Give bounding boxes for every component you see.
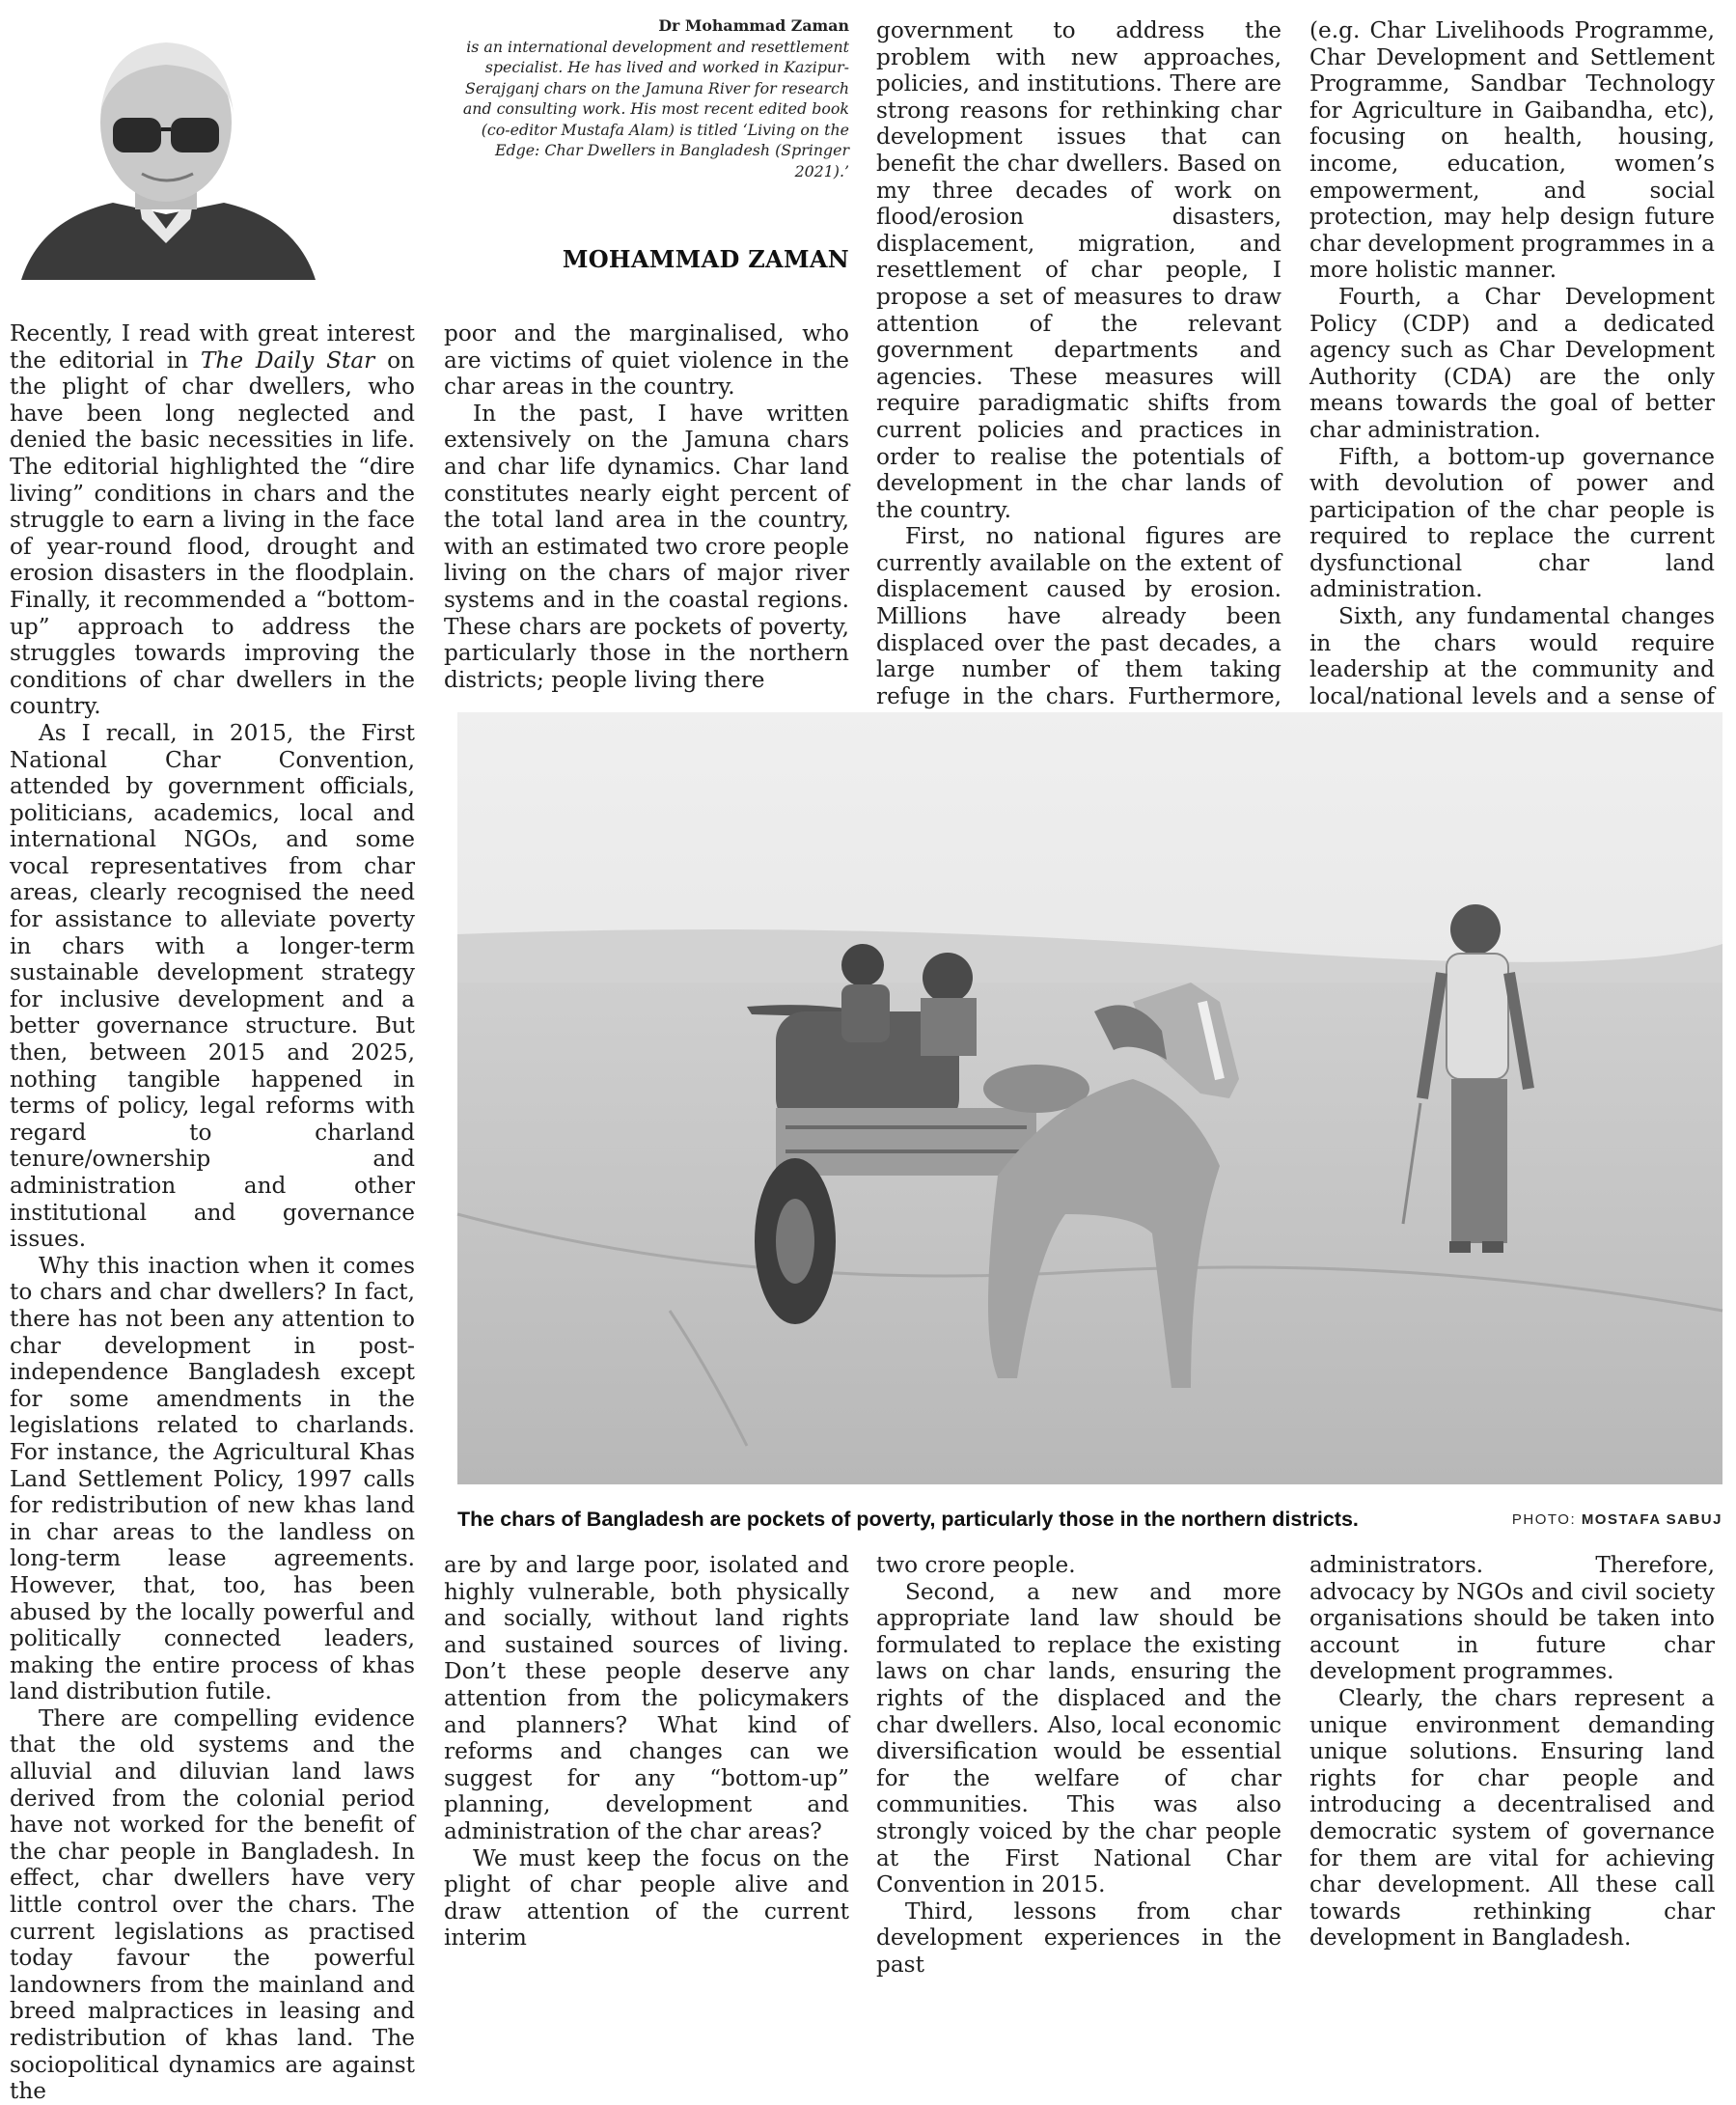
column-2-bottom <box>444 1552 849 1952</box>
paragraph: are by and large poor, isolated and highly vulnerable, both physically and socially, without land rights and sustained sources of living. Don’t these people deserve any attention from the policymakers and planners? What kind of reforms and changes can we suggest for any “bottom-up” planning, development and administration of the char areas? <box>444 1552 849 1844</box>
paragraph: Second, a new and more appropriate land law should be formulated to replace the existing laws on char lands, ensuring the rights of the displaced and the char dwellers. Also, local economic diversification would be essential for the welfare of char communities. This was also strongly voiced by the char people at the First National Char Convention in 2015. <box>876 1578 1281 1898</box>
paragraph: In the past, I have written extensively on the Jamuna chars and char life dynamics. Char land constitutes nearly eight percent of the total land area in the country, with an estimated two crore people living on the chars of major river systems and in the coastal regions. These chars are pockets of poverty, particularly those in the northern districts; people living there <box>444 400 849 693</box>
paragraph: poor and the marginalised, who are victims of quiet violence in the char areas in the country. <box>444 320 849 401</box>
paragraph: We must keep the focus on the plight of char people alive and draw attention of the current interim <box>444 1844 849 1952</box>
paragraph: Sixth, any fundamental changes in the chars would require leadership at the community and local/national levels and a sense of <box>1309 603 1715 709</box>
byline: MOHAMMAD ZAMAN <box>562 245 849 273</box>
column-3-top <box>876 17 1281 709</box>
paragraph: There are compelling evidence that the old systems and the alluvial and diluvian land laws derived from the colonial period have not worked for the benefit of the char people in Bangladesh. In effect, char dwellers have very little control over the chars. The current legislations as practised today favour the powerful landowners from the mainland and breed malpractices in leasing and redistribution of khas land. The sociopolitical dynamics are against the <box>10 1704 415 2105</box>
author-name: Dr Mohammad Zaman <box>658 16 849 35</box>
author-bio-text: is an international development and resettlement specialist. He has lived and worked in Kazipur-Serajganj chars on the Jamuna River for research and consulting work. His most recent edited book (co-editor Mustafa Alam) is titled ‘Living on the Edge: Char Dwellers in Bangladesh (Springer 2021).’ <box>462 37 849 180</box>
paragraph: Why this inaction when it comes to chars and char dwellers? In fact, there has not been any attention to char development in post-independence Bangladesh except for some amendments in the legislations related to charlands. For instance, the Agricultural Khas Land Settlement Policy, 1997 calls for redistribution of new khas land in char areas to the landless on long-term lease agreements. However, that, too, has been abused by the locally powerful and politically connected leaders, making the entire process of khas land distribution futile. <box>10 1252 415 1705</box>
paragraph: government to address the problem with new approaches, policies, and institutions. There are strong reasons for rethinking char development issues that can benefit the char dwellers. Based on my three decades of work on flood/erosion disasters, displacement, migration, and resettlement of char people, I propose a set of measures to draw attention of the relevant government departments and agencies. These measures will require paradigmatic shifts from current policies and practices in order to realise the potentials of development in the char lands of the country. <box>876 17 1281 523</box>
paragraph: two crore people. <box>876 1552 1076 1578</box>
column-4-bottom <box>1309 1552 1715 1952</box>
column-3-bottom <box>876 1552 1281 1978</box>
paragraph: Clearly, the chars represent a unique environment demanding unique solutions. Ensuring land rights for char people and introducing a decentralised and democratic system of governance for them are vital for achieving char development. All these call towards rethinking char development in Bangladesh. <box>1309 1684 1715 1952</box>
char-photo <box>457 712 1722 1484</box>
photo-credit: PHOTO: MOSTAFA SABUJ <box>1511 1511 1722 1528</box>
photo-caption: The chars of Bangladesh are pockets of poverty, particularly those in the northern districts. <box>457 1508 1359 1531</box>
column-1 <box>10 320 415 2105</box>
paragraph: Fourth, a Char Development Policy (CDP) and a dedicated agency such as Char Development Authority (CDA) are the only means towards the goal of better char administration. <box>1309 283 1715 443</box>
paragraph: First, no national figures are currently available on the extent of displacement caused by erosion. Millions have already been displaced over the past decades, a large number of them taking refuge in the chars. Furthermore, <box>876 523 1281 709</box>
column-4-top <box>1309 17 1715 709</box>
author-portrait <box>21 21 316 280</box>
paragraph: Recently, I read with great interest the editorial in The Daily Star on the plight of char dwellers, who have been long neglected and denied the basic necessities in life. The editorial highlighted the “dire living” conditions in chars and the struggle to earn a living in the face of year-round flood, drought and erosion disasters in the floodplain. Finally, it recommended a “bottom-up” approach to address the struggles towards improving the conditions of char dwellers in the country. <box>10 320 415 720</box>
cart-driver-illustration <box>841 944 890 1042</box>
paragraph: Fifth, a bottom-up governance with devolution of power and participation of the char people is required to replace the current dysfunctional char land administration. <box>1309 443 1715 603</box>
paragraph: (e.g. Char Livelihoods Programme, Char Development and Settlement Programme, Sandbar Technology for Agriculture in Gaibandha, etc), focusing on health, housing, income, education, women’s empowerment, and social protection, may help design future char development programmes in a more holistic manner. <box>1309 17 1715 284</box>
paragraph: administrators. Therefore, advocacy by NGOs and civil society organisations should be taken into account in future char development programmes. <box>1309 1552 1715 1685</box>
paragraph: Third, lessons from char development experiences in the past <box>876 1897 1281 1978</box>
paragraph: As I recall, in 2015, the First National Char Convention, attended by government officials, politicians, academics, local and international NGOs, and some vocal representatives from char areas, clearly recognised the need for assistance to alleviate poverty in chars with a longer-term sustainable development strategy for inclusive development and a better governance structure. But then, between 2015 and 2025, nothing tangible happened in terms of policy, legal reforms with regard to charland tenure/ownership and administration and other institutional and governance issues. <box>10 719 415 1253</box>
column-2-top <box>444 320 849 693</box>
author-bio <box>454 15 849 181</box>
